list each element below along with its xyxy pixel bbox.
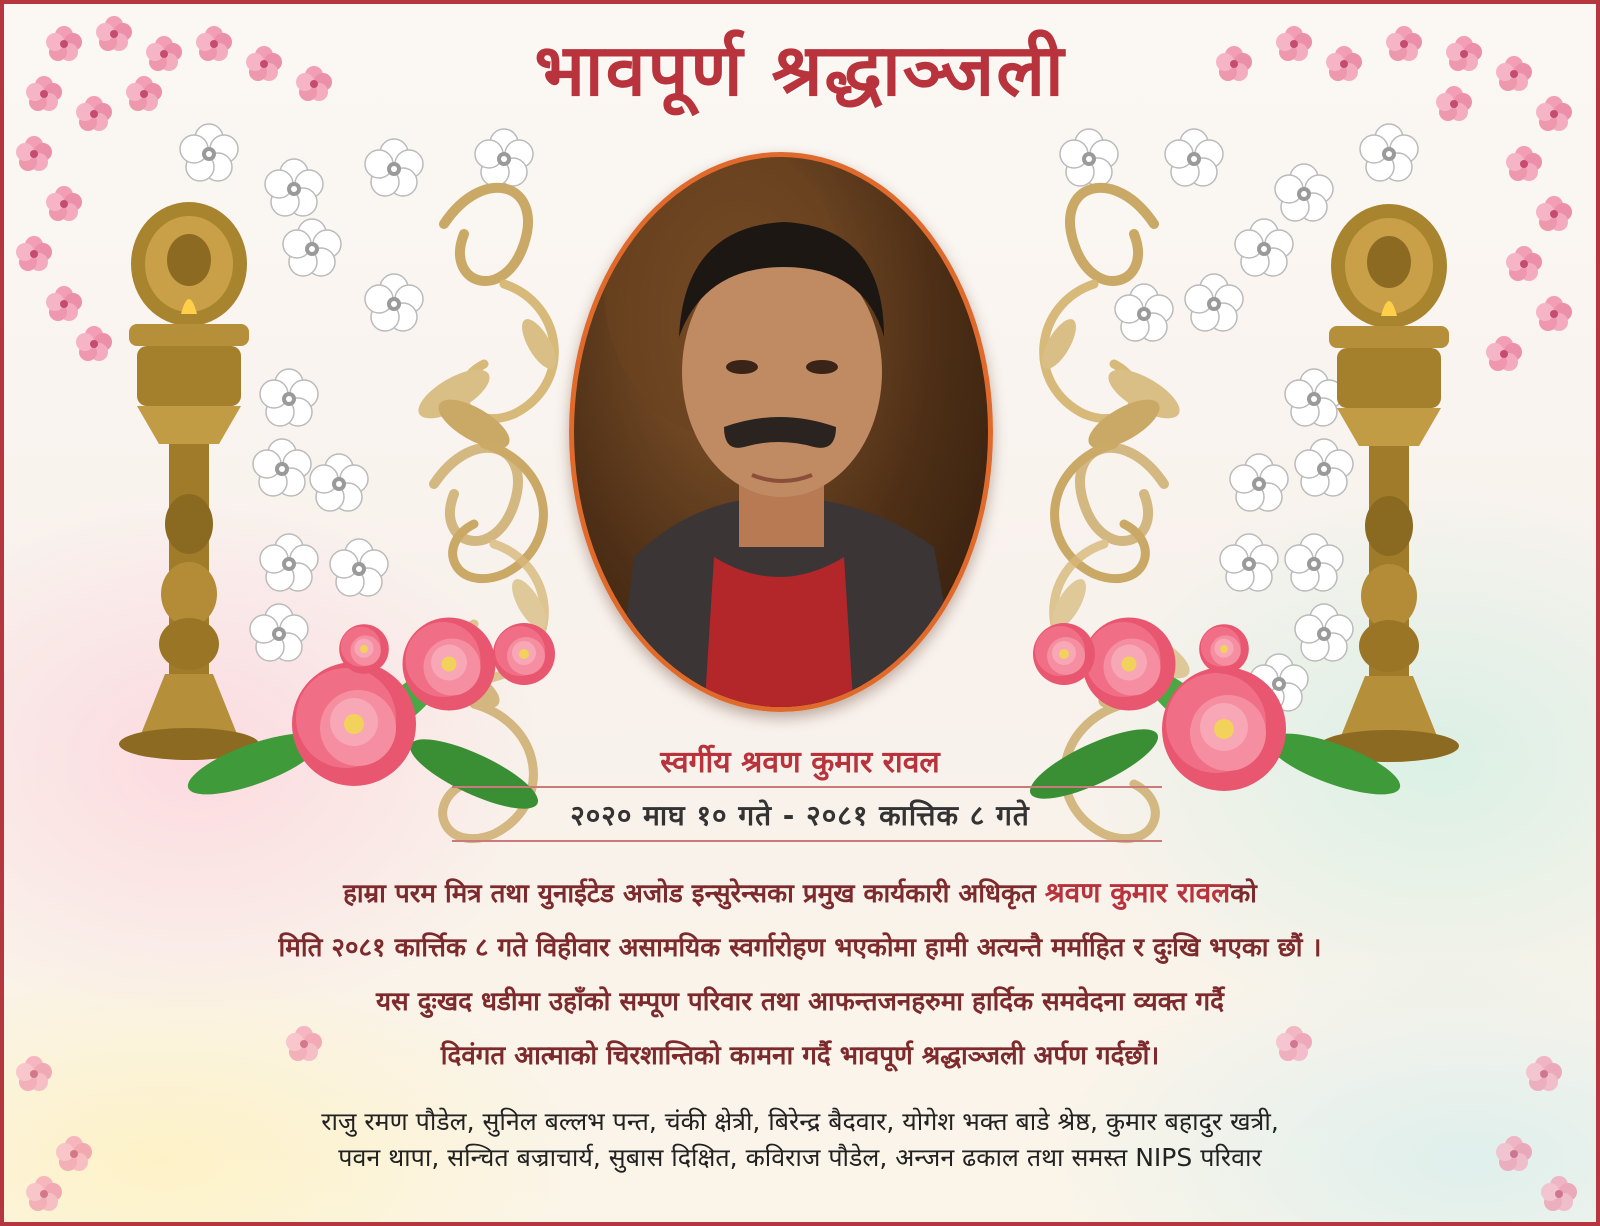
portrait-photo xyxy=(569,152,993,712)
signatories xyxy=(74,1104,1526,1176)
message-line-3: यस दुःखद धडीमा उहाँको सम्पूण परिवार तथा आफन्तजनहरुमा हार्दिक समवेदना व्यक्त गर्दै xyxy=(376,987,1224,1017)
peony-icon xyxy=(1022,618,1407,812)
divider xyxy=(452,840,1162,842)
life-dates: २०२० माघ १० गते - २०८१ कात्तिक ८ गते xyxy=(570,799,1030,832)
condolence-message xyxy=(64,866,1536,1083)
highlighted-name: श्रवण कुमार रावल xyxy=(1044,876,1231,909)
oil-lamp-icon xyxy=(119,202,259,760)
message-line-2: मिति २०८१ कार्त्तिक ८ गते विहीवार असामयिक स्वर्गारोहण भएकोमा हामी अत्यन्तै मर्माहित र दुःखि भएका छौं । xyxy=(278,933,1322,963)
message-line-1: हाम्रा परम मित्र तथा युनाईटेड अजोड इन्सुरेन्सका प्रमुख कार्यकारी अधिकृत श्रवण कुमार रावलको xyxy=(343,876,1257,909)
deceased-name: स्वर्गीय श्रवण कुमार रावल xyxy=(660,745,940,780)
signatories-line-1: राजु रमण पौडेल, सुनिल बल्लभ पन्त, चंकी क्षेत्री, बिरेन्द्र बैदवार, योगेश भक्त बाडे श्रेष्ठ, कुमार बहादुर खत्री, xyxy=(321,1107,1279,1136)
message-line-4: दिवंगत आत्माको चिरशान्तिको कामना गर्दै भावपूर्ण श्रद्धाञ्जली अर्पण गर्दछौं। xyxy=(440,1041,1160,1071)
signatories-line-2: पवन थापा, सन्चित बज्राचार्य, सुबास दिक्षित, कविराज पौडेल, अन्जन ढकाल तथा समस्त NIPS परिवार xyxy=(338,1143,1262,1172)
divider xyxy=(452,786,1162,788)
page-title: भावपूर्ण श्रद्धाञ्जली xyxy=(534,27,1066,112)
portrait-figure xyxy=(574,157,988,707)
